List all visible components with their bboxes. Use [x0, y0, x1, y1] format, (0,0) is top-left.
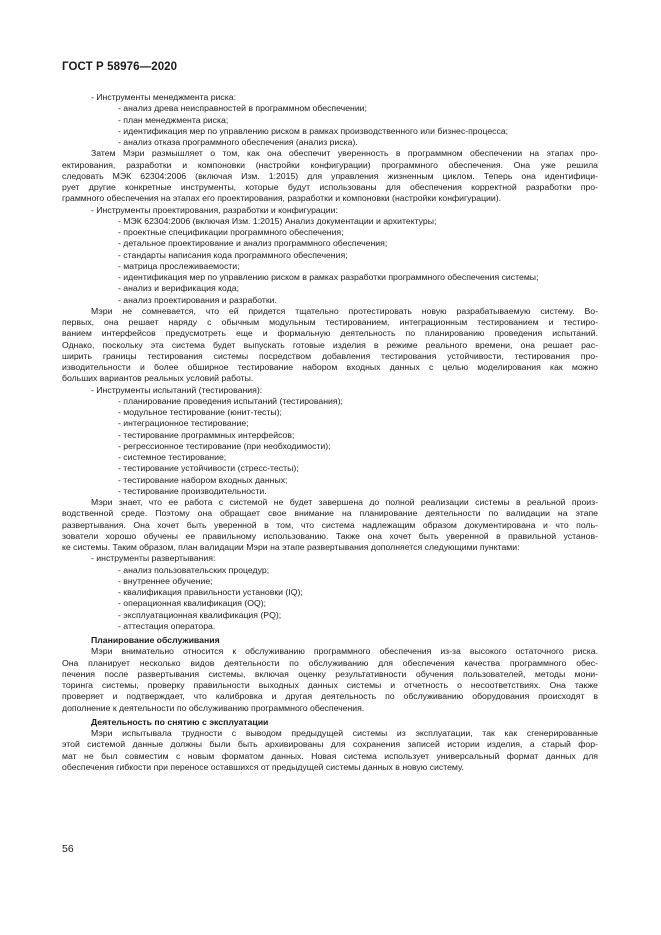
text-line: - модульное тестирование (юнит-тесты); [118, 407, 282, 417]
text-line: - инструменты развертывания: [91, 553, 216, 564]
text-line: - Инструменты менеджмента риска: [91, 92, 237, 102]
text-line: изводительности и более обширное тестирование набором входных данных с целью моделирования как можно [62, 362, 598, 372]
text-line: водственной среде. Поэтому она обращает свое внимание на планирование деятельности по валидации на этапе [62, 508, 598, 519]
text-line: - регрессионное тестирование (при необходимости); [118, 440, 331, 451]
page-number: 56 [62, 843, 74, 855]
text-line: - анализ отказа программного обеспечения (анализ риска). [118, 137, 358, 147]
text-line: больших вариантов реальных условий работы. [62, 373, 254, 384]
text-line: печения после развертывания системы, включая оценку результативности обучения пользователей, методы мони- [62, 668, 598, 679]
text-line: - МЭК 62304:2006 (включая Изм. 1:2015) Анализ документации и архитектуры; [118, 215, 437, 226]
text-line: ке системы. Таким образом, план валидации Мэри на этапе развертывания дополняется следующими пунктами: [62, 542, 520, 552]
text-line: - системное тестирование; [118, 452, 227, 462]
text-line: рует другие конкретные инструменты, которые будут использованы для обеспечения корректной разработки про- [62, 182, 598, 192]
text-line: - тестирование набором входных данных; [118, 474, 288, 485]
text-line: - анализ и верификация кода; [118, 283, 240, 294]
text-line: Мэри знает, что ее работа с системой не будет завершена до полной реализации системы в реальной произ- [91, 497, 598, 507]
text-line: проверяет и подтверждает, что калибровка и другая деятельность по обслуживанию оборудования происходят в [62, 691, 598, 702]
text-line: - Инструменты испытаний (тестирования): [91, 384, 263, 395]
text-line: Мэри не сомневается, что ей придется тщательно протестировать новую разрабатываемую систему. Во- [91, 305, 598, 316]
document-body [62, 92, 598, 773]
text-line: граммного обеспечения на этапах его проектирования, разработки и компоновки (настройки конфигурации). [62, 193, 502, 204]
text-line: - тестирование производительности. [118, 485, 267, 496]
text-line: зователи хорошо обучены ее правильному использованию. Также она хочет быть уверенной в правильной установ- [62, 530, 598, 541]
text-line: дополнение к деятельности по обслуживанию программного обеспечения. [62, 702, 365, 713]
text-line: - анализ пользовательских процедур; [118, 564, 270, 575]
text-line: развертывания. Она хочет быть уверенной в том, что система надлежащим образом документирована и что поль- [62, 519, 598, 530]
section-heading: Деятельность по снятию с эксплуатации [91, 716, 269, 727]
text-line: Однако, поскольку эта система будет выпускать готовые изделия в режиме реального времени, она решает рас- [62, 339, 598, 350]
text-line: - планирование проведения испытаний (тестирования); [118, 395, 343, 406]
text-line: первых, она решает наряду с обычным модульным тестированием, интеграционным тестированием и тестиро- [62, 317, 598, 327]
text-line: этой системой данные должны были быть архивированы для сохранения записей истории изделия, а старый фор- [62, 739, 598, 750]
document-header: ГОСТ Р 58976—2020 [62, 61, 178, 73]
text-line: - анализ проектирования и разработки. [118, 294, 277, 305]
text-line: Мэри внимательно относится к обслуживанию программного обеспечения из-за высокого остаточного риска. [91, 646, 598, 657]
text-line: - аттестация оператора. [118, 620, 216, 631]
text-line: Она планирует несколько видов деятельности по обслуживанию для обеспечения качества программного обес- [62, 657, 598, 668]
text-line: торинга системы, проверку правильности выходных данных системы и отчетность о несоответствиях. Она также [62, 680, 598, 690]
text-line: Мэри испытывала трудности с выводом предыдущей системы из эксплуатации, так как сгенерированные [91, 728, 598, 738]
text-line: - матрица прослеживаемости; [118, 260, 240, 271]
text-line: - детальное проектирование и анализ программного обеспечения; [118, 238, 388, 249]
text-line: - операционная квалификация (OQ); [118, 598, 267, 609]
section-heading: Планирование обслуживания [91, 635, 220, 645]
text-line: - интеграционное тестирование; [118, 418, 249, 429]
text-line: - идентификация мер по управлению риском в рамках производственного или бизнес-процесса; [118, 125, 509, 136]
text-line: - идентификация мер по управлению риском в рамках разработки программного обеспечения системы; [118, 272, 539, 282]
text-line: мат не был совместим с новым форматом данных. Новая система использует универсальный формат данных для [62, 750, 598, 761]
text-line: - тестирование программных интерфейсов; [118, 429, 295, 440]
text-line: Затем Мэри размышляет о том, как она обеспечит уверенность в программном обеспечении на этапах про- [91, 148, 598, 159]
text-line: ектирования, разработки и компоновки (настройки конфигурации) программного обеспечения. Она уже решила [62, 159, 598, 170]
text-line: обеспечения гибкости при переносе оставшихся от предыдущей системы данных в новую систему. [62, 761, 464, 772]
text-line: - внутреннее обучение; [118, 575, 213, 586]
text-line: - тестирование устойчивости (стресс-тесты); [118, 463, 299, 474]
text-line: - анализ древа неисправностей в программном обеспечении; [118, 103, 367, 114]
text-line: следовать МЭК 62304:2006 (включая Изм. 1:2015) для управления жизненным циклом. Теперь она идентифици- [62, 170, 598, 181]
text-line: - стандарты написания кода программного обеспечения; [118, 249, 348, 260]
text-line: - проектные спецификации программного обеспечения; [118, 227, 344, 237]
text-line: - квалификация правильности установки (IQ); [118, 587, 303, 597]
text-line: - план менеджмента риска; [118, 114, 229, 125]
text-line: ширить границы тестирования системы посредством добавления тестирования устойчивости, тестирования про- [62, 350, 598, 361]
text-line: - эксплуатационная квалификация (PQ); [118, 609, 282, 620]
text-line: ванием интерфейсов предусмотреть еще и формальную деятельность по планированию проведения испытаний. [62, 328, 598, 339]
text-line: - Инструменты проектирования, разработки и конфигурации: [91, 204, 338, 215]
